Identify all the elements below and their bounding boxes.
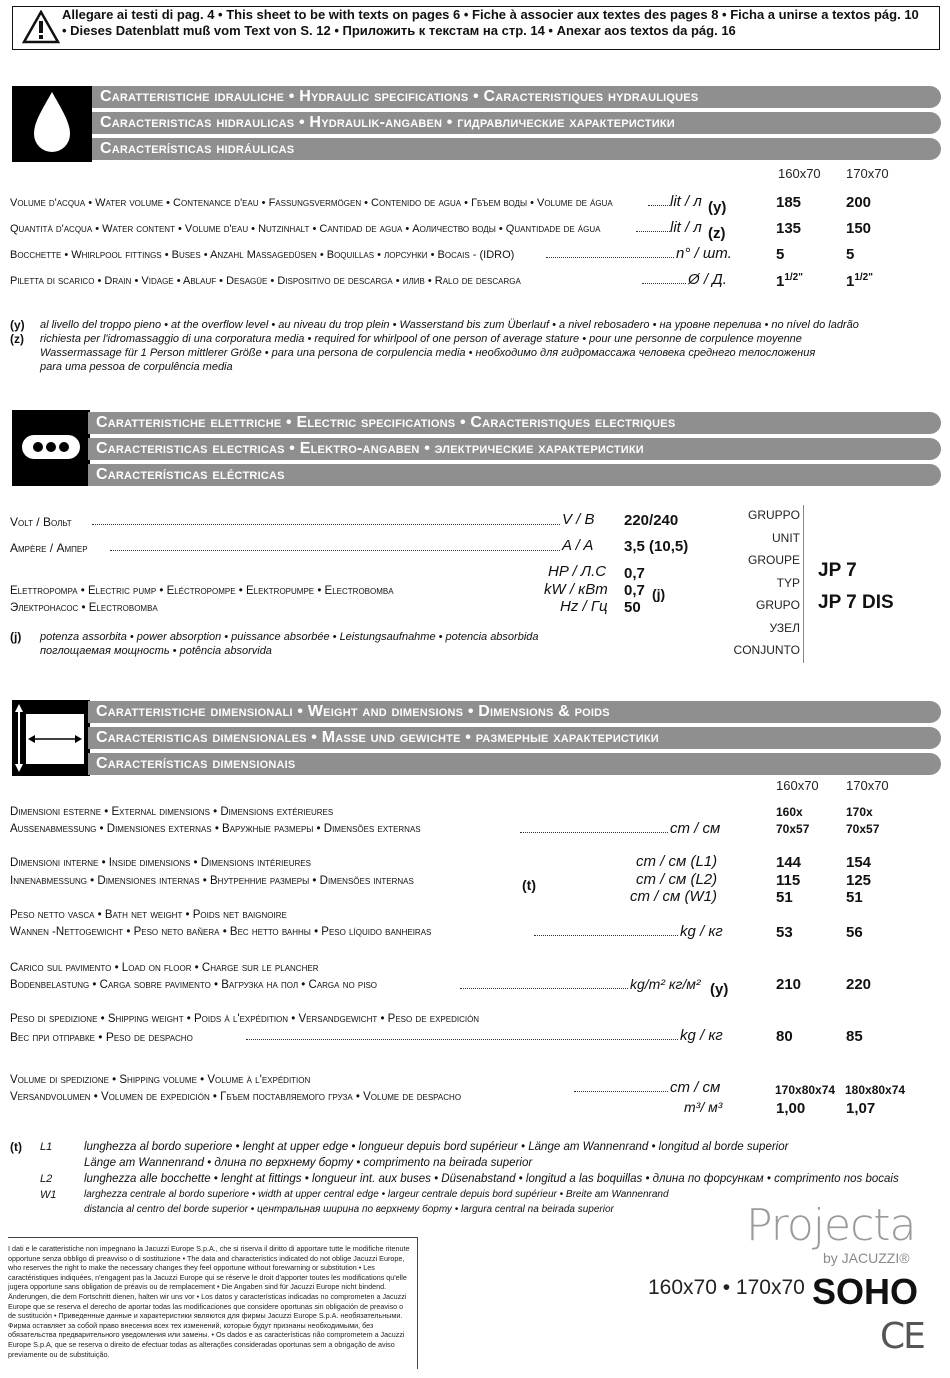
row-mark: (z): [708, 225, 726, 242]
hydraulic-title-3: Características hidráulicas: [92, 138, 941, 160]
external-unit: cm / см: [670, 820, 721, 837]
net-weight-unit: kg / кг: [680, 923, 723, 940]
volt-value: 220/240: [624, 512, 679, 529]
volt-label: Volt / Вольт: [10, 515, 72, 529]
disclaimer-text: I dati e le caratteristiche non impegnano la Jacuzzi Europe S.p.A., che si riserva il diritto di apportare tutte le modifiche ritenute opportune senza obbligo di preavviso o di sostituzione • The data and characteristics indicated do not oblige Jacuzzi Europe, who reserves the right to make the necessary changes they feel opportune without forewarning or substitution • Les caractéristiques indiquées, n'engagent pas la Jacuzzi Europe qui se réserve le droit d'apporter toutes les modifications qu'elle jugera opportune sans obligation de préavis ou de remplacement • Die Angaben sind für Jacuzzi Europe nicht bindend. Änderungen, die dem Fortschritt dienen, halten wir uns vor • Los datos y características indicadas no comprometen a Jacuzzi Europe que se reserva el derecho de aportar todas las modificaciones que considere oportunas sin obligación de preaviso o de sustitución • Приведенные данные и характеристики являются для фирмы Jacuzzi Europe S.p.A. необязательными. Фирма оставляет за собой право внесения всех тех изменений, которые будут признаны необходимыми, без обязательства предварительного уведомления или замены. • Os dados e as características não comprometem a Jacuzzi Europe S.p.A, que se reserva o direito de efectuar todas as alterações consideradas oportunas sem a obrigação de aviso previamente ou de substituição.: [8, 1237, 418, 1369]
ampere-unit: A / A: [562, 537, 594, 554]
shipping-volume-170-dims: 180x80x74: [845, 1083, 906, 1097]
dimensions-col-170x70: 170x70: [846, 778, 889, 793]
row-value-160: 5: [776, 246, 785, 263]
row-value-160-fraction: 1/2": [784, 272, 803, 283]
note-l1-key: L1: [40, 1141, 53, 1153]
row-value-170: 200: [846, 194, 872, 211]
hydraulic-title-2: Caracteristicas hidraulicas • Hydraulik-angaben • гидравлические характеристики: [92, 112, 941, 134]
hp-unit: HP / Л.С: [548, 563, 607, 580]
internal-w1-160: 51: [776, 889, 793, 906]
floor-load-label-1: Carico sul pavimento • Load on floor • Charge sur le plancher: [10, 962, 319, 974]
dimensions-icon: [12, 700, 90, 776]
row-label: Quantità d'acqua • Water content • Volume d'eau • Nutzinhalt • Cantidad de agua • Аоличество воды • Quantidade de água: [10, 223, 601, 235]
external-label-2: Außenabmessung • Dimensiones externas • Варужные размеры • Dimensões externas: [10, 823, 421, 835]
kw-value: 0,7: [624, 582, 645, 599]
row-value-170: 1: [846, 273, 855, 290]
group-value-2: JP 7 DIS: [818, 592, 894, 613]
group-label-3: TYP: [776, 576, 800, 590]
row-label: Bocchette • Whirlpool fittings • Buses • Anzahl Massagedüsen • Boquillas • лорсунки • Bocais - (IDRO): [10, 249, 515, 261]
floor-load-unit: kg/m² кг/м²: [630, 976, 701, 992]
hz-value: 50: [624, 599, 641, 616]
floor-load-170: 220: [846, 976, 872, 993]
note-w1-line2: distancia al centro del borde superior • центральная ширина по верхнему борту • largura central na beirada superior: [84, 1204, 614, 1215]
note-l2-line: lunghezza alle bocchette • lenght at fittings • longueur int. aux buses • Düsenabstand • longitud a las boquillas • длина по форсункам • comprimento nos bocais: [84, 1173, 899, 1185]
dimensions-title-1: Caratteristiche dimensionali • Weight and dimensions • Dimensions & poids: [88, 701, 941, 723]
shipping-volume-label-1: Volume di spedizione • Shipping volume • Volume à l'expédition: [10, 1074, 311, 1086]
hydraulic-col-170x70: 170x70: [846, 166, 889, 181]
note-j-line1: potenza assorbita • power absorption • puissance absorbée • Leistungsaufnahme • potencia absorbida: [40, 631, 539, 643]
net-weight-160: 53: [776, 924, 793, 941]
brand-logo: Projecta: [746, 1200, 916, 1251]
note-y: al livello del troppo pieno • at the overflow level • au niveau du trop plein • Wasserstand bis zum Überlauf • a nivel rebosadero • на уровне перелива • no nível do ladrão: [40, 319, 859, 331]
electric-socket-icon: [12, 410, 90, 486]
internal-l1-160: 144: [776, 854, 802, 871]
shipping-volume-160-dims: 170x80x74: [775, 1083, 836, 1097]
kw-unit: kW / кВт: [544, 581, 608, 598]
external-value-160-b: 70x57: [776, 822, 810, 836]
dimensions-title-3: Características dimensionais: [88, 753, 941, 775]
row-label: Piletta di scarico • Drain • Vidage • Ablauf • Desagüe • Dispositivo de descarga • илив • Ralo de descarga: [10, 275, 521, 287]
row-value-170-fraction: 1/2": [854, 272, 873, 283]
note-t-mark: (t): [10, 1140, 22, 1154]
group-label-0: GRUPPO: [747, 508, 800, 522]
group-label-1: UNIT: [772, 531, 800, 545]
shipping-volume-170-m3: 1,07: [846, 1100, 876, 1117]
floor-load-160: 210: [776, 976, 802, 993]
volt-unit: V / В: [562, 511, 595, 528]
row-unit: Ø / Д.: [688, 271, 727, 288]
electric-title-2: Caracteristicas electricas • Elektro-angaben • электрические характеристики: [88, 438, 941, 460]
row-value-170: 150: [846, 220, 872, 237]
floor-load-label-2: Bodenbelastung • Carga sobre pavimento • Вагрузка на пол • Carga no piso: [10, 979, 378, 991]
internal-l2-160: 115: [776, 872, 801, 889]
sizes-label: 160x70 • 170x70: [648, 1276, 805, 1299]
internal-w1-170: 51: [846, 889, 863, 906]
internal-mark: (t): [522, 877, 536, 893]
pump-label-1: Elettropompa • Electric pump • Eléctropompe • Elektropumpe • Electrobomba: [10, 585, 394, 597]
shipping-volume-160-m3: 1,00: [776, 1100, 806, 1117]
shipping-weight-160: 80: [776, 1028, 793, 1045]
group-divider: [803, 505, 804, 663]
dimensions-col-160x70: 160x70: [776, 778, 819, 793]
dimensions-title-2: Caracteristicas dimensionales • Masse und gewichte • размерные характеристики: [88, 727, 941, 749]
note-z-line2: Wassermassage für 1 Person mittlerer Größe • para una persona de corpulencia media • необходимо для гидромассажа человека среднего телосложения: [40, 347, 816, 359]
brand-by: by JACUZZI®: [823, 1250, 910, 1266]
electric-title-1: Caratteristiche elettriche • Electric specifications • Caracteristiques electriques: [88, 412, 941, 434]
internal-label-2: Innenabmessung • Dimensiones internas • Внутренние размеры • Dimensões internas: [10, 875, 414, 887]
hp-value: 0,7: [624, 565, 645, 582]
electric-title-3: Características eléctricas: [88, 464, 941, 486]
floor-load-mark: (y): [710, 981, 729, 998]
kw-mark: (j): [652, 586, 666, 602]
note-j-line2: поглощаемая мощность • potência absorvida: [40, 645, 272, 657]
internal-l2-170: 125: [846, 872, 872, 889]
shipping-weight-unit: kg / кг: [680, 1027, 723, 1044]
net-weight-170: 56: [846, 924, 863, 941]
internal-l1-170: 154: [846, 854, 872, 871]
model-name: SOHO: [812, 1271, 919, 1312]
row-unit: n° / шт.: [676, 245, 732, 262]
note-l1-line2: Länge am Wannenrand • длина по верхнему борту • comprimento na beirada superior: [84, 1157, 533, 1169]
pump-label-2: Электронасос • Electrobomba: [10, 602, 158, 614]
row-value-160: 1: [776, 273, 785, 290]
external-value-170-b: 70x57: [846, 822, 880, 836]
row-value-170: 5: [846, 246, 855, 263]
internal-label-1: Dimensioni interne • Inside dimensions • Dimensions intérieures: [10, 857, 311, 869]
note-z-line1: richiesta per l'idromassaggio di una corporatura media • required for whirlpool of one person of average stature • pour une personne de corpulence moyenne: [40, 333, 802, 345]
note-w1-line1: larghezza centrale al bordo superiore • width at upper central edge • largeur centrale depuis bord supérieur • Breite am Wannenrand: [84, 1189, 669, 1200]
notice-text: Allegare ai testi di pag. 4 • This sheet to be with texts on pages 6 • Fiche à associer aux textes des pages 8 • Ficha a unirse a textos pág. 10 • Dieses Datenblatt muß vom Text von S. 12 • Приложить к текстам на стр. 14 • Anexar aos textos da pág. 16: [62, 7, 919, 38]
shipping-weight-170: 85: [846, 1028, 863, 1045]
shipping-volume-unit-2: m³/ м³: [684, 1099, 723, 1115]
group-value-1: JP 7: [818, 560, 857, 581]
note-l1-line1: lunghezza al bordo superiore • lenght at upper edge • longueur depuis bord supérieur • Länge am Wannenrand • longitud al borde superior: [84, 1141, 789, 1153]
note-z-mark: (z): [10, 332, 24, 346]
internal-unit-l2: cm / см (L2): [636, 871, 718, 888]
note-z-line3: para uma pessoa de corpulência media: [40, 361, 233, 373]
note-y-mark: (y): [10, 318, 25, 332]
row-label: Volume d'acqua • Water volume • Contenance d'eau • Fassungsvermögen • Contenido de agua • Гбъем воды • Volume de água: [10, 197, 613, 209]
shipping-volume-unit-1: cm / см: [670, 1079, 721, 1096]
group-label-5: УЗЕЛ: [769, 621, 800, 635]
warning-icon: [22, 10, 60, 44]
hydraulic-col-160x70: 160x70: [778, 166, 821, 181]
external-value-170-a: 170x: [846, 805, 873, 819]
group-label-4: GRUPO: [755, 598, 800, 612]
group-label-6: CONJUNTO: [733, 643, 800, 657]
hz-unit: Hz / Гц: [560, 598, 608, 615]
row-unit: lit / л: [670, 193, 702, 210]
note-w1-key: W1: [40, 1189, 57, 1201]
row-value-160: 185: [776, 194, 802, 211]
external-value-160-a: 160x: [776, 805, 803, 819]
external-label-1: Dimensioni esterne • External dimensions • Dimensions extérieures: [10, 806, 334, 818]
note-l2-key: L2: [40, 1173, 53, 1185]
row-unit: lit / л: [670, 219, 702, 236]
row-mark: (y): [708, 199, 727, 216]
shipping-weight-label-2: Вес при отправке • Peso de despacho: [10, 1030, 193, 1044]
ampere-value: 3,5 (10,5): [624, 538, 689, 555]
row-value-160: 135: [776, 220, 802, 237]
ampere-label: Ampère / Ампер: [10, 541, 88, 555]
hydraulic-title-1: Caratteristiche idrauliche • Hydraulic specifications • Caracteristiques hydrauliques: [92, 86, 941, 108]
internal-unit-l1: cm / см (L1): [636, 853, 718, 870]
note-j-mark: (j): [10, 630, 22, 644]
net-weight-label-1: Peso netto vasca • Bath net weight • Poids net baignoire: [10, 909, 287, 921]
ce-mark: CE: [880, 1316, 924, 1357]
group-label-2: GROUPE: [747, 553, 800, 567]
internal-unit-w1: cm / см (W1): [630, 888, 717, 905]
shipping-volume-label-2: Versandvolumen • Volumen de expedición • Гбъем поставляемого груза • Volume de despacho: [10, 1091, 462, 1103]
net-weight-label-2: Wannen -Nettogewicht • Peso neto bañera • Вес нетто ванны • Peso líquido banheiras: [10, 926, 432, 938]
water-drop-icon: [12, 86, 92, 162]
shipping-weight-label-1: Peso di spedizione • Shipping weight • Poids à l'expédition • Versandgewicht • Peso de expedición: [10, 1013, 480, 1025]
